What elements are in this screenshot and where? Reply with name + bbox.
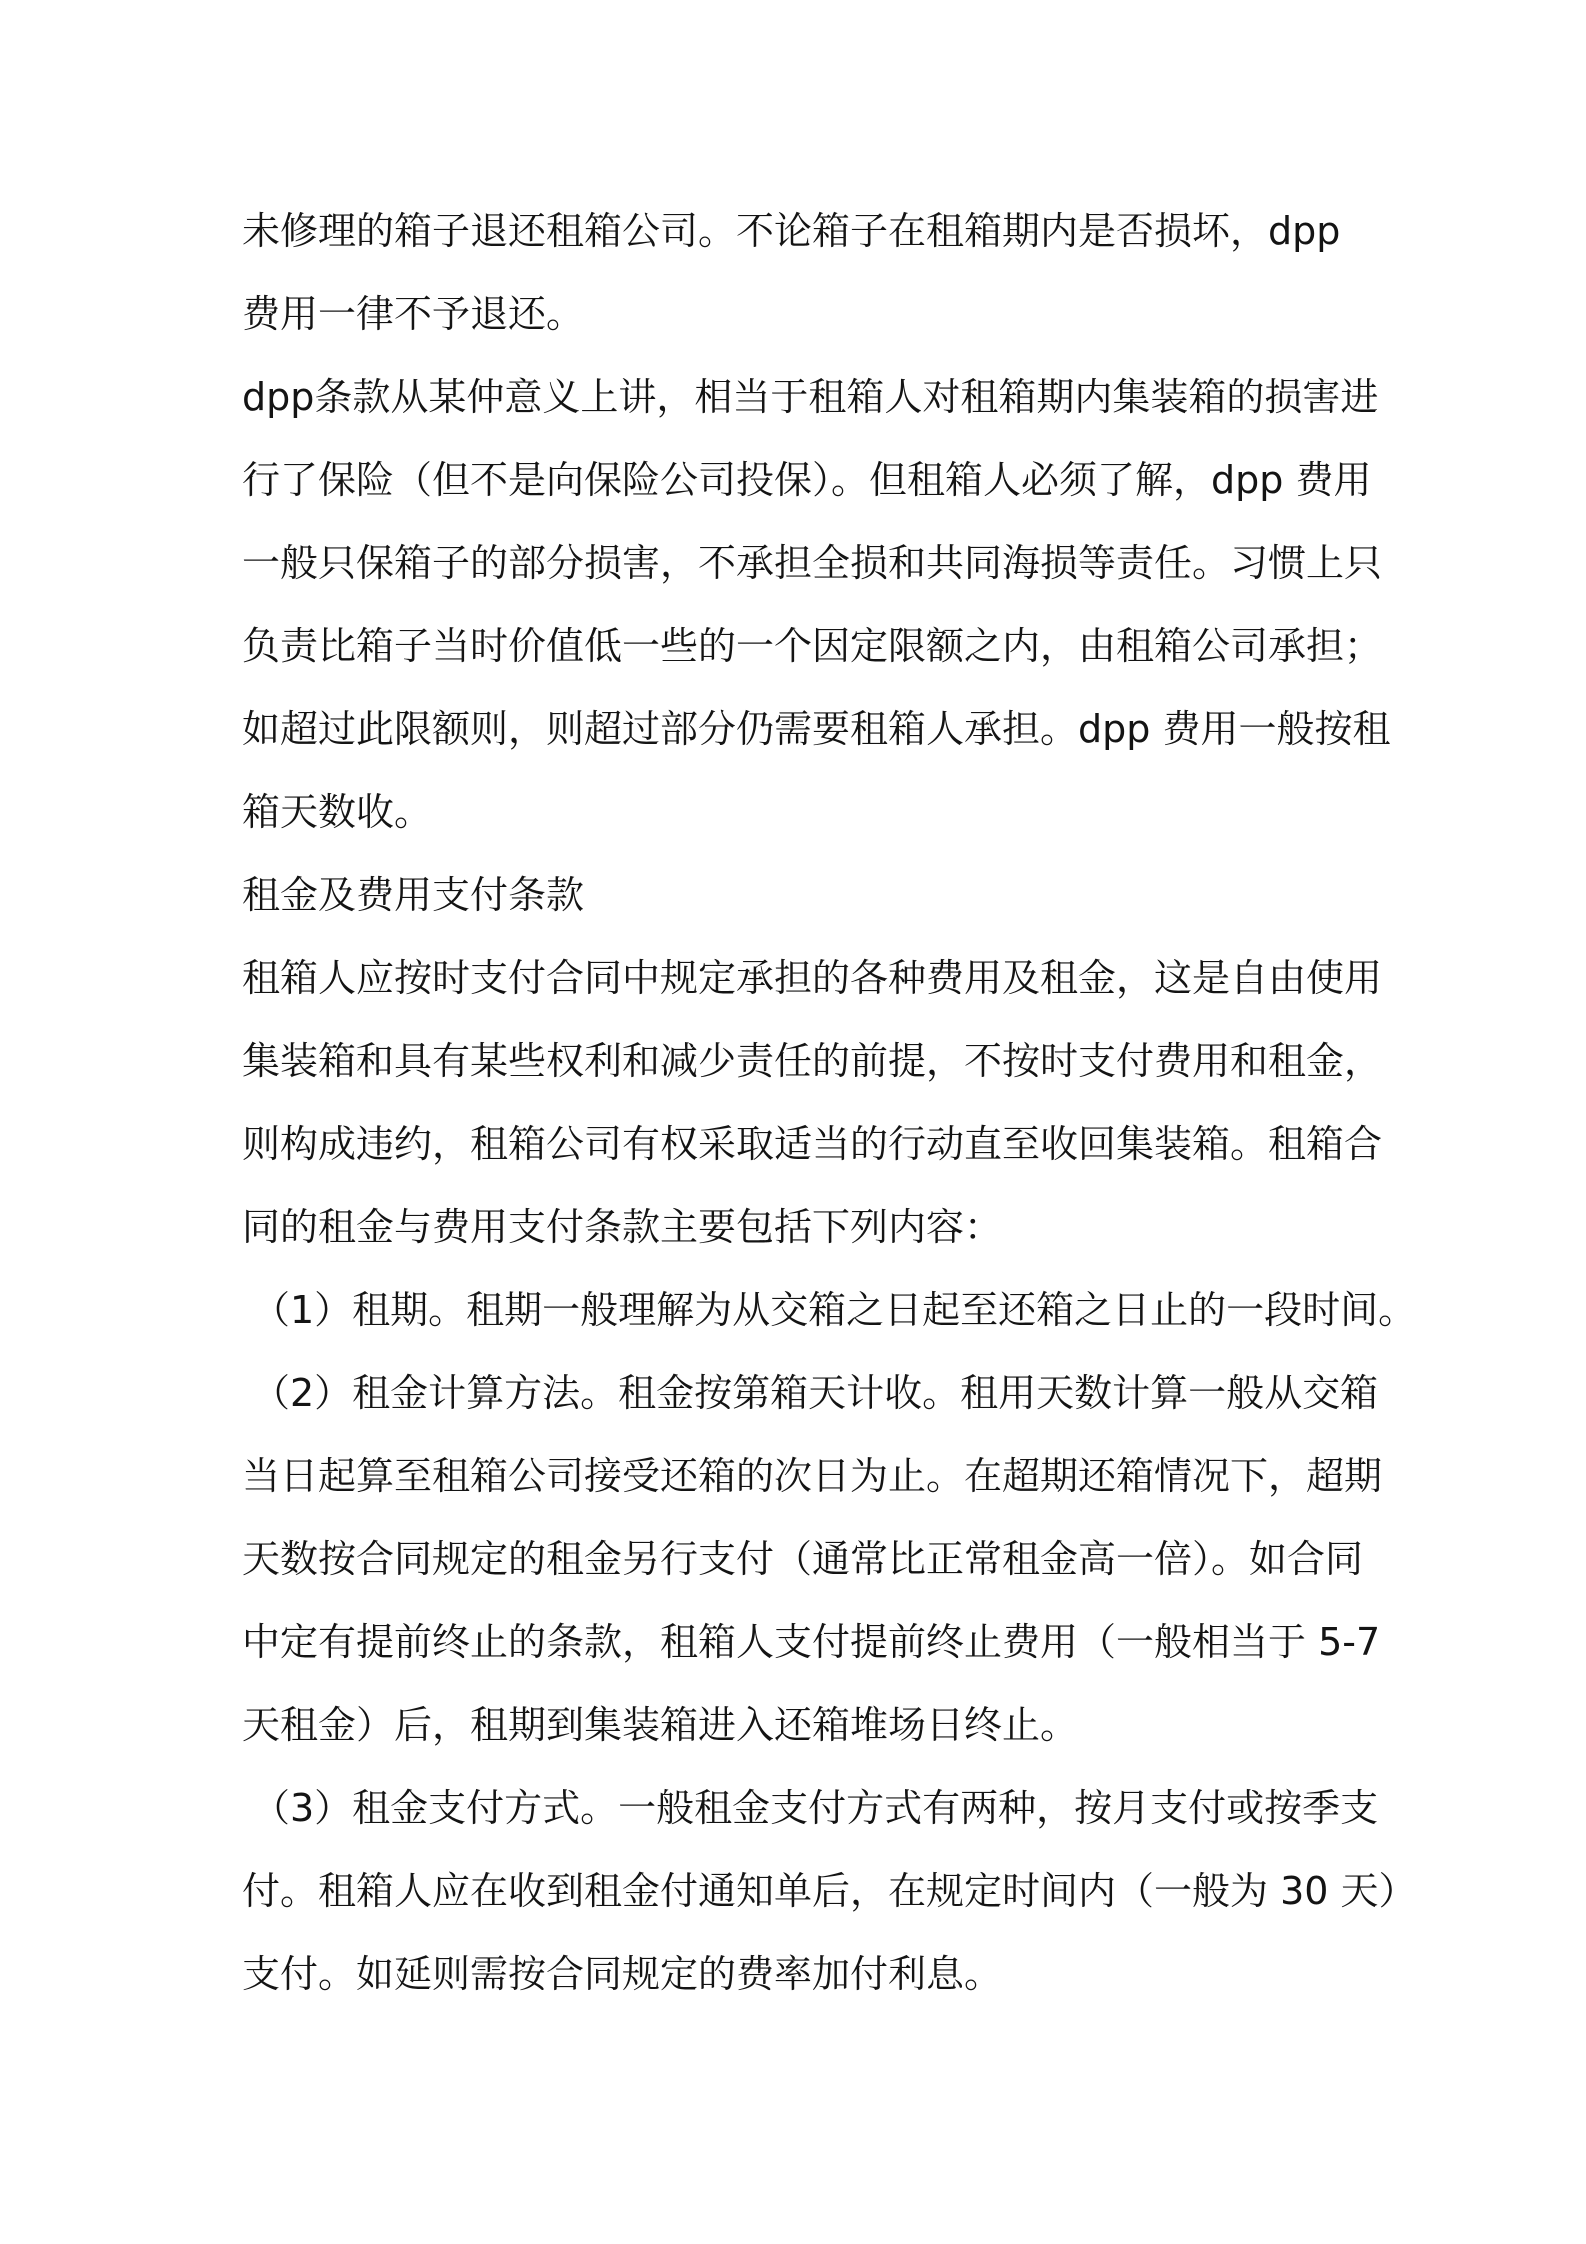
text-line: 行了保险（但不是向保险公司投保）。但租箱人必须了解，dpp 费用 [242, 458, 1372, 502]
text-line: 费用一律不予退还。 [242, 292, 585, 336]
document-body [242, 190, 1417, 2016]
text-line: 箱天数收。 [242, 790, 433, 834]
text-line: 天租金）后，租期到集装箱进入还箱堆场日终止。 [242, 1703, 1079, 1747]
text-line: 付。租箱人应在收到租金付通知单后，在规定时间内（一般为 30 天） [242, 1869, 1417, 1913]
text-line: 如超过此限额则，则超过部分仍需要租箱人承担。dpp 费用一般按租 [242, 707, 1391, 751]
list-item-2: （2）租金计算方法。租金按第箱天计收。租用天数计算一般从交箱 [252, 1371, 1379, 1415]
text-line: 租箱人应按时支付合同中规定承担的各种费用及租金，这是自由使用 [242, 956, 1383, 1000]
text-line: 天数按合同规定的租金另行支付（通常比正常租金高一倍）。如合同 [242, 1537, 1364, 1581]
text-line: 负责比箱子当时价值低一些的一个因定限额之内，由租箱公司承担； [242, 624, 1383, 668]
text-line: 支付。如延则需按合同规定的费率加付利息。 [242, 1952, 1003, 1996]
text-line: 未修理的箱子退还租箱公司。不论箱子在租箱期内是否损坏，dpp [242, 209, 1341, 253]
text-line: 中定有提前终止的条款，租箱人支付提前终止费用（一般相当于 5-7 [242, 1620, 1381, 1664]
section-heading: 租金及费用支付条款 [242, 873, 585, 917]
text-line: 则构成违约，租箱公司有权采取适当的行动直至收回集装箱。租箱合 [242, 1122, 1383, 1166]
text-line: 一般只保箱子的部分损害，不承担全损和共同海损等责任。习惯上只 [242, 541, 1383, 585]
list-item-3: （3）租金支付方式。一般租金支付方式有两种，按月支付或按季支 [252, 1786, 1379, 1830]
text-line: 同的租金与费用支付条款主要包括下列内容： [242, 1205, 1003, 1249]
text-line: dpp条款从某仲意义上讲，相当于租箱人对租箱期内集装箱的损害进 [242, 375, 1379, 419]
text-line: 当日起算至租箱公司接受还箱的次日为止。在超期还箱情况下，超期 [242, 1454, 1383, 1498]
list-item-1: （1）租期。租期一般理解为从交箱之日起至还箱之日止的一段时间。 [252, 1288, 1417, 1332]
text-line: 集装箱和具有某些权利和减少责任的前提，不按时支付费用和租金， [242, 1039, 1383, 1083]
